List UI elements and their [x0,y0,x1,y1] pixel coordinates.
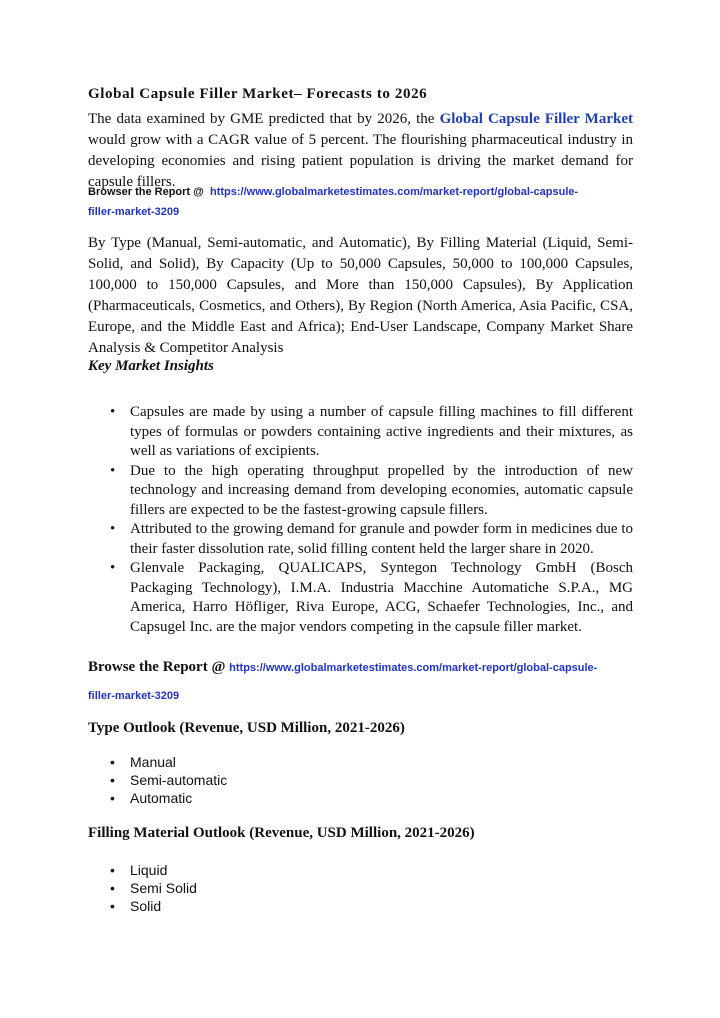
key-insights-heading: Key Market Insights [88,358,214,374]
report-url-line2: filler-market-3209 [88,206,180,218]
list-item: • Solid [88,897,197,915]
list-item: • Manual [88,753,227,771]
browser-report-label: Browser the Report @ [88,186,207,198]
browse-report-line [88,657,633,706]
segmentation-paragraph: By Type (Manual, Semi-automatic, and Automatic), By Filling Material (Liquid, Semi-Solid, and Solid), By Capacity (Up to 50,000 Capsules, 50,000 to 100,000 Capsules, 100,000 to 150,000 Capsules, and More than 150,000 Capsules), By Application (Pharmaceuticals, Cosmetics, and Others), By Region (North America, Asia Pacific, CSA, Europe, and the Middle East and Africa); End-User Landscape, Company Market Share Analysis & Competitor Analysis [88,235,633,356]
list-item: • Attributed to the growing demand for granule and powder form in medicines due to their faster dissolution rate, solid filling content held the larger share in 2020. [88,520,633,559]
browse-url-line2: filler-market-3209 [88,690,180,702]
filling-material-outlook-list [88,861,197,915]
list-item: • Semi-automatic [88,771,227,789]
list-item: • Glenvale Packaging, QUALICAPS, Syntegon Technology GmbH (Bosch Packaging Technology), I.M.A. Industria Macchine Automatiche S.P.A., MG America, Harro Höfliger, Riva Europe, ACG, Schaefer Technologies, Inc., and Capsugel Inc. are the major vendors competing in the capsule filler market. [88,559,633,637]
list-item: • Liquid [88,861,197,879]
filling-material-outlook-heading: Filling Material Outlook (Revenue, USD Million, 2021-2026) [88,825,475,841]
type-outlook-list [88,753,227,807]
list-item: • Capsules are made by using a number of capsule filling machines to fill different types of formulas or powders containing active ingredients and their mixtures, as well as variations of excipients. [88,403,633,462]
browse-report-label: Browse the Report @ [88,659,230,675]
intro-text-after-link: would grow with a CAGR value of 5 percent. The flourishing pharmaceutical industry in developing economies and rising patient population is driving the market demand for capsule fillers. [88,132,633,190]
list-item: • Automatic [88,789,227,807]
intro-paragraph [88,109,633,193]
list-item: • Semi Solid [88,879,197,897]
intro-text-before-link: The data examined by GME predicted that by 2026, the [88,111,440,127]
market-link[interactable]: Global Capsule Filler Market [439,111,633,127]
list-item: • Due to the high operating throughput propelled by the introduction of new technology and increasing demand from developing economies, automatic capsule fillers are expected to be the fastest-growing capsule fillers. [88,462,633,521]
browser-report-line [88,182,633,222]
document-title: Global Capsule Filler Market– Forecasts to 2026 [88,86,428,102]
report-url-line1: https://www.globalmarketestimates.com/market-report/global-capsule- [209,186,579,198]
type-outlook-heading: Type Outlook (Revenue, USD Million, 2021-2026) [88,720,405,736]
browse-url-line1: https://www.globalmarketestimates.com/market-report/global-capsule- [229,662,598,674]
key-insights-list [88,403,633,637]
